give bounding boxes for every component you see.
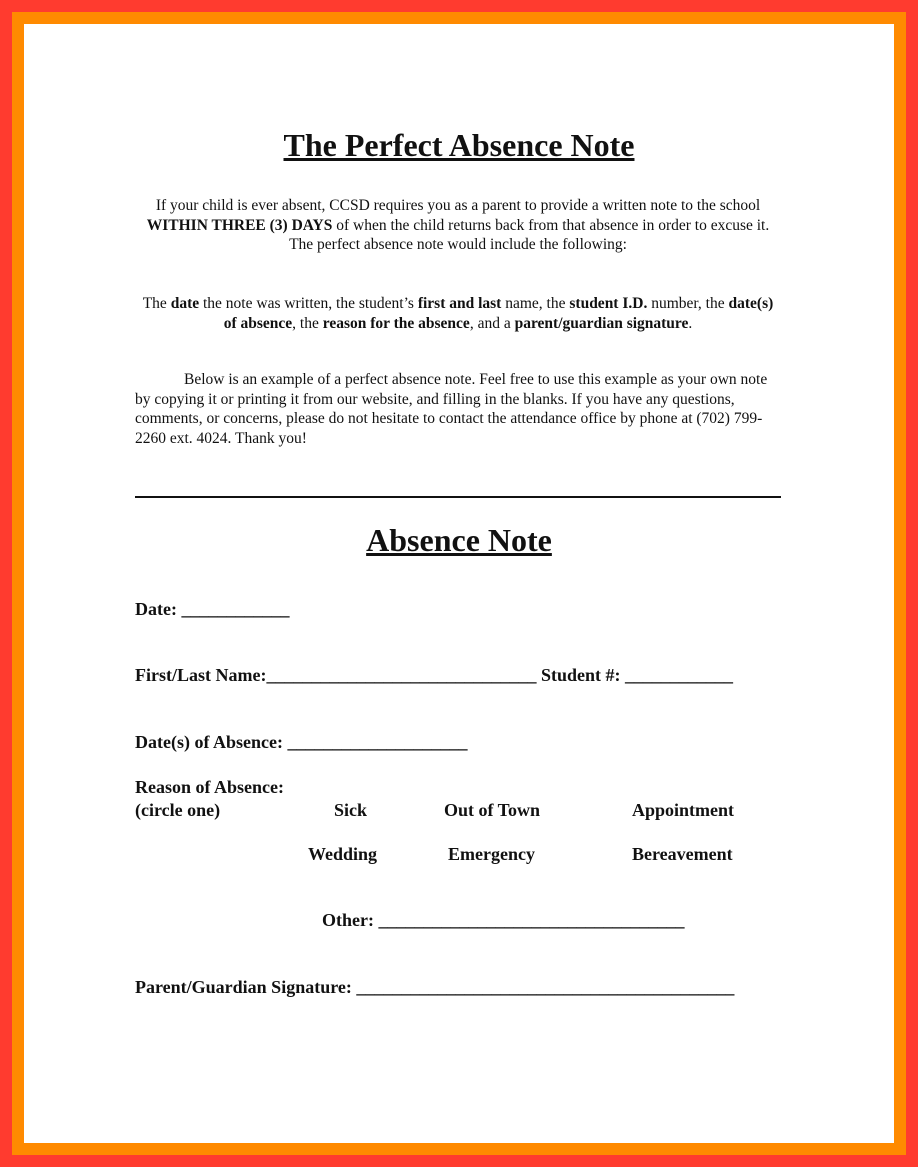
reason-option-emergency[interactable]: Emergency	[448, 844, 535, 864]
date-field	[135, 598, 289, 620]
date-label: Date:	[135, 599, 177, 619]
req-text-7: .	[688, 314, 693, 332]
intro-text-2: of when the child returns back from that absence in order to excuse it. The perfect absence note would include the following:	[289, 216, 770, 253]
signature-label: Parent/Guardian Signature:	[135, 977, 352, 997]
req-bold-name: first and last	[417, 295, 502, 312]
other-label: Other:	[322, 910, 374, 930]
req-bold-dates: date(s) of absence	[223, 295, 774, 332]
req-bold-date: date	[170, 295, 200, 312]
name-blank[interactable]: ______________________________	[266, 665, 537, 685]
note-title: Absence Note	[366, 522, 552, 558]
reason-option-sick[interactable]: Sick	[334, 800, 368, 820]
req-text-3: name, the	[501, 295, 570, 312]
absence-dates-field	[135, 731, 467, 753]
other-blank[interactable]: __________________________________	[378, 910, 685, 930]
name-label: First/Last Name:	[135, 665, 267, 685]
signature-field	[135, 976, 734, 998]
reason-option-bereavement[interactable]: Bereavement	[632, 844, 733, 864]
req-text-1: The	[142, 295, 171, 312]
requirements-paragraph	[135, 294, 781, 333]
req-text-4: number, the	[647, 295, 729, 312]
absence-dates-label: Date(s) of Absence:	[135, 732, 283, 752]
req-text-2: the note was written, the student’s	[199, 295, 418, 312]
student-label: Student #:	[540, 665, 621, 685]
req-text-5: , the	[292, 314, 323, 332]
absence-dates-blank[interactable]: ____________________	[287, 732, 468, 752]
req-bold-id: student I.D.	[569, 295, 648, 312]
other-field	[322, 909, 684, 931]
date-blank[interactable]: ____________	[181, 599, 290, 619]
intro-text-1: If your child is ever absent, CCSD requires you as a parent to provide a written note to the school	[155, 197, 761, 214]
intro-deadline: WITHIN THREE (3) DAYS	[146, 216, 333, 234]
req-text-6: , and a	[469, 314, 515, 332]
reason-hint: (circle one)	[135, 800, 221, 820]
intro-paragraph	[135, 196, 781, 255]
section-divider	[135, 496, 781, 498]
student-blank[interactable]: ____________	[624, 665, 733, 685]
instructions-paragraph: Below is an example of a perfect absence note. Feel free to use this example as your own note by copying it or printing it from our website, and filling in the blanks. If you have any questions, comments, or concerns, please do not hesitate to contact the attendance office by phone at (702) 799-2260 ext. 4024. Thank you!	[135, 371, 768, 447]
req-bold-signature: parent/guardian signature	[514, 314, 689, 332]
reason-option-wedding[interactable]: Wedding	[308, 844, 378, 864]
req-bold-reason: reason for the absence	[322, 314, 470, 332]
reason-label: Reason of Absence:	[135, 777, 284, 797]
name-field	[135, 664, 733, 686]
reason-option-out-of-town[interactable]: Out of Town	[444, 800, 541, 820]
reason-option-appointment[interactable]: Appointment	[632, 800, 735, 820]
document-title: The Perfect Absence Note	[283, 127, 635, 163]
signature-blank[interactable]: __________________________________________	[356, 977, 735, 997]
inner-border	[12, 12, 906, 1155]
document-page	[24, 24, 894, 1143]
